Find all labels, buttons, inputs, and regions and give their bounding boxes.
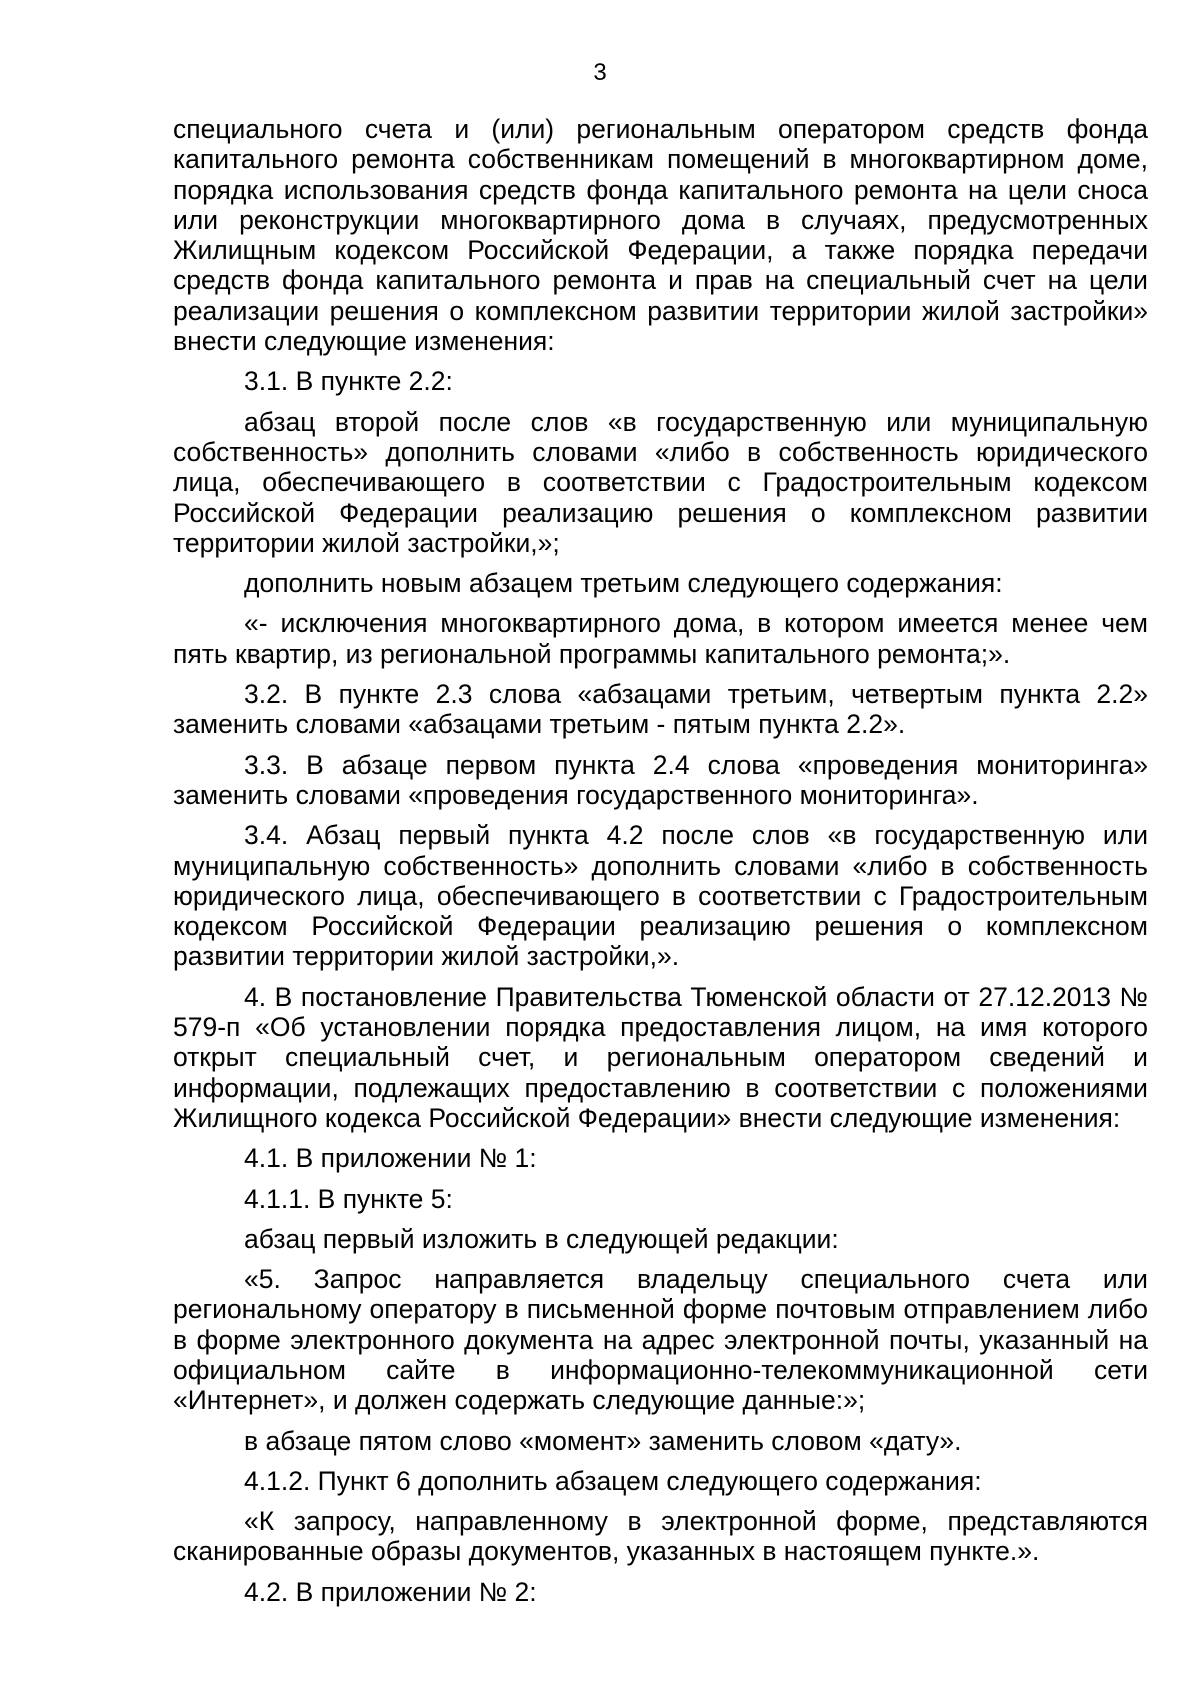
paragraph-continuation: специального счета и (или) региональным оператором средств фонда капитального ремонта собственникам помещений в многоквартирном доме, порядка использования средств фонда капитального ремонта на цели сноса или реконструкции многоквартирного дома в случаях, предусмотренных Жилищным кодексом Российской Федерации, а также порядка передачи средств фонда капитального ремонта и прав на специальный счет на цели реализации решения о комплексном развитии территории жилой застройки» внести следующие изменения: xyxy=(173,114,1148,357)
paragraph-3-1-b: дополнить новым абзацем третьим следующего содержания: xyxy=(244,568,1003,599)
paragraph-4-1-1-b: «5. Запрос направляется владельцу специального счета или региональному оператору в письменной форме почтовым отправлением либо в форме электронного документа на адрес электронной почты, указанный на официальном сайте в информационно-телекоммуникационной сети «Интернет», и должен содержать следующие данные:»; xyxy=(173,1264,1148,1416)
paragraph-3-1-a: абзац второй после слов «в государственную или муниципальную собственность» дополнить словами «либо в собственность юридического лица, обеспечивающего в соответствии с Градостроительным кодексом Российской Федерации реализацию решения о комплексном развитии территории жилой застройки,»; xyxy=(173,406,1148,558)
paragraph-4-1-2: 4.1.2. Пункт 6 дополнить абзацем следующего содержания: xyxy=(244,1465,982,1496)
paragraph-3-2: 3.2. В пункте 2.3 слова «абзацами третьим, четвертым пункта 2.2» заменить словами «абзацами третьим - пятым пункта 2.2». xyxy=(173,679,1148,740)
paragraph-3-3: 3.3. В абзаце первом пункта 2.4 слова «проведения мониторинга» заменить словами «проведения государственного мониторинга». xyxy=(173,749,1148,810)
paragraph-4-1-1: 4.1.1. В пункте 5: xyxy=(244,1183,453,1214)
paragraph-3-1: 3.1. В пункте 2.2: xyxy=(244,366,453,397)
paragraph-4-1: 4.1. В приложении № 1: xyxy=(244,1143,537,1174)
page-number: 3 xyxy=(593,59,607,86)
document-body xyxy=(173,114,1148,1617)
paragraph-3-4: 3.4. Абзац первый пункта 4.2 после слов «в государственную или муниципальную собственность» дополнить словами «либо в собственность юридического лица, обеспечивающего в соответствии с Градостроительным кодексом Российской Федерации реализацию решения о комплексном развитии территории жилой застройки,». xyxy=(173,820,1148,972)
paragraph-4-1-1-a: абзац первый изложить в следующей редакции: xyxy=(244,1223,839,1254)
paragraph-4-2: 4.2. В приложении № 2: xyxy=(244,1576,537,1607)
paragraph-4-1-2-a: «К запросу, направленному в электронной форме, представляются сканированные образы документов, указанных в настоящем пункте.». xyxy=(173,1506,1148,1567)
paragraph-4-1-1-c: в абзаце пятом слово «момент» заменить словом «дату». xyxy=(244,1425,962,1456)
paragraph-3-1-c: «- исключения многоквартирного дома, в котором имеется менее чем пять квартир, из региональной программы капитального ремонта;». xyxy=(173,608,1148,669)
paragraph-4: 4. В постановление Правительства Тюменской области от 27.12.2013 № 579-п «Об установлении порядка предоставления лицом, на имя которого открыт специальный счет, и региональным оператором сведений и информации, подлежащих предоставлению в соответствии с положениями Жилищного кодекса Российской Федерации» внести следующие изменения: xyxy=(173,981,1148,1133)
